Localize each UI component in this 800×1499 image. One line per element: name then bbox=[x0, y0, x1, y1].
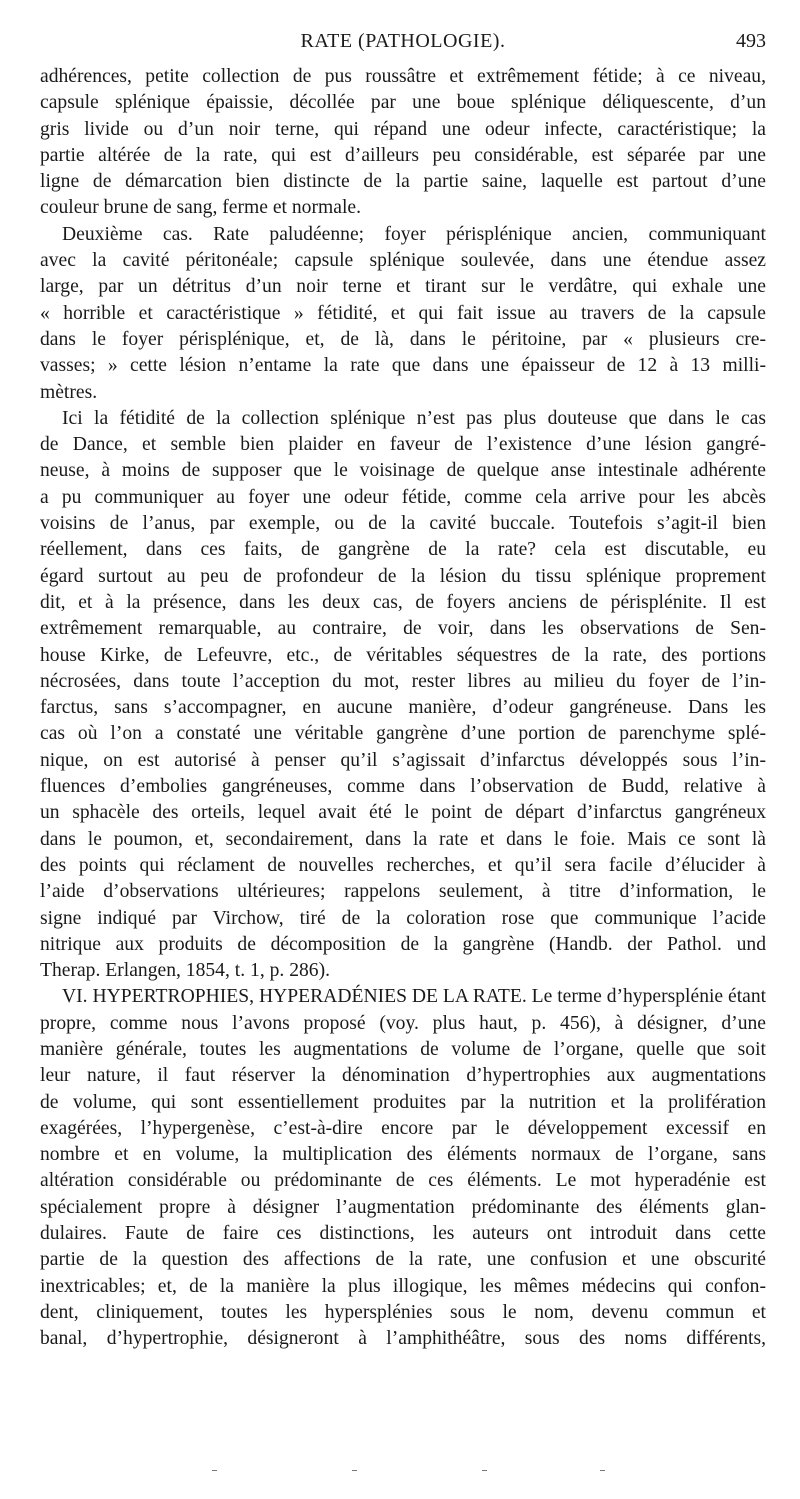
text-line: dans le foyer périsplénique, et, de là, dans le péritoine, par « plusieurs cre- bbox=[40, 328, 766, 350]
text-line: avec la cavité péritonéale; capsule splénique soulevée, dans une étendue assez bbox=[40, 250, 766, 272]
text-line: nécrosées, dans toute l’acception du mot, rester libres au milieu du foyer de l’in- bbox=[40, 670, 766, 692]
scan-mark bbox=[212, 1470, 217, 1471]
text-line: de Dance, et semble bien plaider en faveur de l’existence d’une lésion gangré- bbox=[40, 434, 766, 456]
text-line: fluences d’embolies gangréneuses, comme dans l’observation de Budd, relative à bbox=[40, 776, 766, 798]
text-line: large, par un détritus d’un noir terne et tirant sur le verdâtre, qui exhale une bbox=[40, 276, 766, 298]
text-line: voisins de l’anus, par exemple, ou de la cavité buccale. Toutefois s’agit-il bien bbox=[40, 513, 766, 535]
text-line: adhérences, petite collection de pus roussâtre et extrêmement fétide; à ce niveau, bbox=[40, 66, 766, 87]
text-line: banal, d’hypertrophie, désigneront à l’amphithéâtre, sous des noms différents, bbox=[40, 1328, 766, 1350]
text-line: Deuxième cas. Rate paludéenne; foyer périsplénique ancien, communiquant bbox=[62, 223, 766, 245]
text-line: égard surtout au peu de profondeur de la lésion du tissu splénique proprement bbox=[40, 565, 766, 587]
scan-mark bbox=[482, 1470, 487, 1471]
text-line: ligne de démarcation bien distincte de la partie saine, laquelle est partout d’une bbox=[40, 171, 766, 193]
text-line: neuse, à moins de supposer que le voisinage de quelque anse intestinale adhérente bbox=[40, 460, 766, 482]
text-line: partie de la question des affections de la rate, une confusion et une obscurité bbox=[40, 1249, 766, 1271]
text-line: dans le poumon, et, secondairement, dans la rate et dans le foie. Mais ce sont là bbox=[40, 828, 766, 850]
text-line: spécialement propre à désigner l’augmentation prédominante des éléments glan- bbox=[40, 1196, 766, 1218]
text-line: de volume, qui sont essentiellement produites par la nutrition et la prolifération bbox=[40, 1091, 766, 1113]
text-line: Ici la fétidité de la collection splénique n’est pas plus douteuse que dans le cas bbox=[62, 407, 766, 429]
text-line: vasses; » cette lésion n’entame la rate que dans une épaisseur de 12 à 13 milli- bbox=[40, 355, 766, 377]
text-line: inextricables; et, de la manière la plus illogique, les mêmes médecins qui confon- bbox=[40, 1275, 766, 1297]
text-line: mètres. bbox=[40, 381, 98, 403]
body-text bbox=[40, 64, 766, 1353]
text-line: Therap. Erlangen, 1854, t. 1, p. 286). bbox=[40, 960, 331, 982]
text-line: réellement, dans ces faits, de gangrène de la rate? cela est discutable, eu bbox=[40, 539, 766, 561]
text-line: exagérées, l’hypergenèse, c’est-à-dire encore par le développement excessif en bbox=[40, 1117, 766, 1139]
running-title: RATE (PATHOLOGIE). bbox=[300, 30, 506, 52]
text-line: farctus, sans s’accompagner, en aucune manière, d’odeur gangréneuse. Dans les bbox=[40, 697, 766, 719]
text-line: des points qui réclament de nouvelles recherches, et qu’il sera facile d’élucider à bbox=[40, 854, 766, 876]
text-line: gris livide ou d’un noir terne, qui répand une odeur infecte, caractéristique; la bbox=[40, 118, 766, 140]
text-line: nombre et en volume, la multiplication des éléments normaux de l’organe, sans bbox=[40, 1144, 766, 1166]
text-line: leur nature, il faut réserver la dénomination d’hypertrophies aux augmentations bbox=[40, 1065, 766, 1087]
text-line: manière générale, toutes les augmentations de volume de l’organe, quelle que soit bbox=[40, 1038, 766, 1060]
text-line: l’aide d’observations ultérieures; rappelons seulement, à titre d’information, le bbox=[40, 881, 766, 903]
text-line: couleur brune de sang, ferme et normale. bbox=[40, 197, 361, 219]
page-number: 493 bbox=[736, 30, 766, 52]
scan-mark bbox=[352, 1470, 357, 1471]
text-line: « horrible et caractéristique » fétidité, et qui fait issue au travers de la capsule bbox=[40, 302, 766, 324]
text-line: cas où l’on a constaté une véritable gangrène d’une portion de parenchyme splé- bbox=[40, 723, 766, 745]
text-line: propre, comme nous l’avons proposé (voy. plus haut, p. 456), à désigner, d’une bbox=[40, 1012, 766, 1034]
text-line: nique, on est autorisé à penser qu’il s’agissait d’infarctus développés sous l’in- bbox=[40, 749, 766, 771]
text-line: dent, cliniquement, toutes les hypersplénies sous le nom, devenu commun et bbox=[40, 1301, 766, 1323]
text-line: partie altérée de la rate, qui est d’ailleurs peu considérable, est séparée par une bbox=[40, 144, 766, 166]
text-line: extrêmement remarquable, au contraire, de voir, dans les observations de Sen- bbox=[40, 618, 766, 640]
running-header bbox=[40, 30, 766, 60]
text-line: altération considérable ou prédominante de ces éléments. Le mot hyperadénie est bbox=[40, 1170, 766, 1192]
text-line: un sphacèle des orteils, lequel avait été le point de départ d’infarctus gangréneux bbox=[40, 802, 766, 824]
scan-mark bbox=[600, 1470, 605, 1471]
text-line: VI. HYPERTROPHIES, HYPERADÉNIES DE LA RATE. Le terme d’hypersplénie étant bbox=[62, 986, 767, 1008]
text-line: dit, et à la présence, dans les deux cas, de foyers anciens de périsplénite. Il est bbox=[40, 591, 766, 613]
text-line: signe indiqué par Virchow, tiré de la coloration rose que communique l’acide bbox=[40, 907, 766, 929]
text-line: nitrique aux produits de décomposition de la gangrène (Handb. der Pathol. und bbox=[40, 933, 766, 955]
text-line: house Kirke, de Lefeuvre, etc., de véritables séquestres de la rate, des portions bbox=[40, 644, 766, 666]
text-line: dulaires. Faute de faire ces distinctions, les auteurs ont introduit dans cette bbox=[40, 1223, 766, 1245]
scan-marks bbox=[0, 1470, 800, 1480]
text-line: capsule splénique épaissie, décollée par une boue splénique déliquescente, d’un bbox=[40, 92, 766, 114]
text-line: a pu communiquer au foyer une odeur fétide, comme cela arrive pour les abcès bbox=[40, 486, 766, 508]
